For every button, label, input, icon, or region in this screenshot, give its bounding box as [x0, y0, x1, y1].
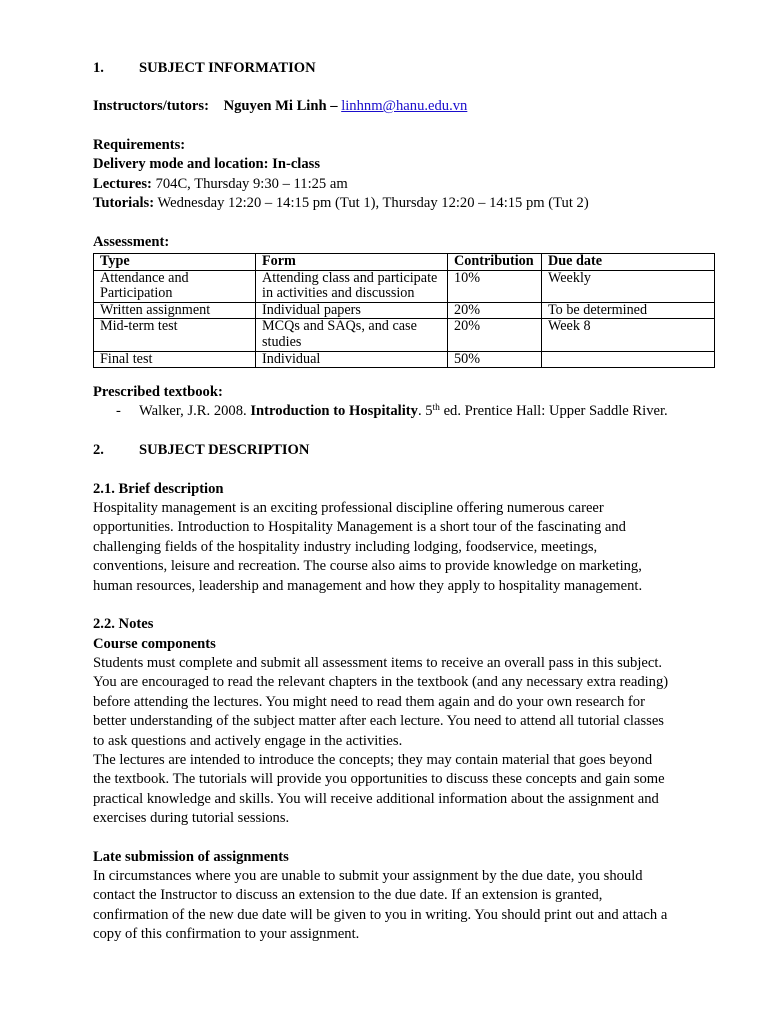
table-cell: Individual papers — [256, 302, 448, 319]
textbook-title: Introduction to Hospitality — [250, 403, 418, 419]
name-dash: – — [330, 98, 338, 114]
table-row — [94, 302, 715, 319]
table-header-cell: Type — [94, 254, 256, 271]
table-cell: Written assignment — [94, 302, 256, 319]
text-line: opportunities. Introduction to Hospitality Management is a short tour of the fascinating and — [93, 519, 626, 536]
table-header-row — [94, 254, 715, 271]
text-line: human resources, leadership and management and how they apply to hospitality management. — [93, 577, 643, 594]
textbook-label: Prescribed textbook: — [93, 384, 223, 400]
table-cell: Final test — [94, 351, 256, 368]
textbook-entry: - Walker, J.R. 2008. Introduction to Hospitality. 5th ed. Prentice Hall: Upper Saddle River. — [93, 402, 668, 421]
assessment-label: Assessment: — [93, 234, 170, 250]
delivery-mode: Delivery mode and location: In-class — [93, 156, 321, 172]
brief-heading: 2.1. Brief description — [93, 481, 224, 497]
tutorials-value: Wednesday 12:20 – 14:15 pm (Tut 1), Thursday 12:20 – 14:15 pm (Tut 2) — [157, 195, 589, 211]
table-cell: 50% — [448, 351, 542, 368]
text-line: exercises during tutorial sessions. — [93, 810, 290, 827]
section-2-heading — [93, 441, 309, 460]
text-line: You are encouraged to read the relevant chapters in the textbook (and any necessary extra reading) — [93, 674, 669, 691]
text-line: The lectures are intended to introduce the concepts; they may contain material that goes beyond — [93, 752, 653, 769]
tutorials-label: Tutorials: — [93, 195, 155, 211]
text-line: Hospitality management is an exciting professional discipline offering numerous career — [93, 500, 604, 516]
text-line: confirmation of the new due date will be given to you in writing. You should print out and attach a — [93, 906, 668, 923]
section-number: 2. — [93, 442, 104, 458]
section-title: SUBJECT INFORMATION — [139, 60, 316, 76]
text-line: conventions, leisure and recreation. The course also aims to provide knowledge on marketing, — [93, 558, 642, 575]
section-1-heading — [93, 59, 316, 78]
table-header-cell: Due date — [542, 254, 715, 271]
text-line: before attending the lectures. You might need to read them again and do your own research for — [93, 693, 645, 710]
tutorials-line — [93, 194, 589, 213]
lectures-line — [93, 175, 348, 194]
text-line: to ask questions and actively engage in the activities. — [93, 732, 403, 749]
lectures-label: Lectures: — [93, 176, 152, 192]
section-number: 1. — [93, 60, 104, 76]
text-line: In circumstances where you are unable to submit your assignment by the due date, you should — [93, 868, 643, 884]
text-line: the textbook. The tutorials will provide you opportunities to discuss these concepts and gain some — [93, 771, 665, 788]
text-line: contact the Instructor to discuss an extension to the due date. If an extension is granted, — [93, 887, 603, 904]
text-line: better understanding of the subject matter after each lecture. You need to attend all tutorial classes — [93, 713, 664, 730]
text-line: Students must complete and submit all assessment items to receive an overall pass in this subject. — [93, 655, 663, 671]
brief-paragraph — [93, 499, 715, 596]
notes-heading: 2.2. Notes — [93, 616, 154, 632]
section-title: SUBJECT DESCRIPTION — [139, 442, 310, 458]
late-submission-paragraph — [93, 867, 715, 945]
text-line: copy of this confirmation to your assignment. — [93, 926, 360, 943]
textbook-edition: 5 — [425, 403, 433, 419]
table-cell — [542, 351, 715, 368]
assessment-table — [93, 253, 715, 368]
instructor-email-link[interactable]: linhnm@hanu.edu.vn — [341, 98, 468, 114]
course-components-heading: Course components — [93, 636, 216, 652]
table-row — [94, 270, 715, 302]
table-cell: Weekly — [542, 270, 715, 302]
bullet: - — [116, 403, 121, 419]
lectures-value: 704C, Thursday 9:30 – 11:25 am — [155, 176, 348, 192]
edition-suffix: th — [432, 403, 440, 413]
textbook-author: Walker, J.R. 2008. — [139, 403, 247, 419]
table-row — [94, 351, 715, 368]
instructor-name: Nguyen Mi Linh — [223, 98, 327, 114]
requirements-label: Requirements: — [93, 137, 186, 153]
table-cell: MCQs and SAQs, and case studies — [256, 319, 448, 351]
text-line: challenging fields of the hospitality industry including lodging, foodservice, meetings, — [93, 538, 598, 555]
table-cell: Attendance and Participation — [94, 270, 256, 302]
table-cell: Attending class and participate in activities and discussion — [256, 270, 448, 302]
instructors-label: Instructors/tutors: — [93, 98, 209, 114]
table-cell: 20% — [448, 302, 542, 319]
late-submission-heading: Late submission of assignments — [93, 849, 289, 865]
table-cell: Individual — [256, 351, 448, 368]
table-header-cell: Form — [256, 254, 448, 271]
table-cell: 20% — [448, 319, 542, 351]
table-cell: To be determined — [542, 302, 715, 319]
table-row — [94, 319, 715, 351]
notes-paragraph — [93, 654, 715, 829]
text-line: practical knowledge and skills. You will receive additional information about the assignment and — [93, 790, 659, 807]
table-cell: Mid-term test — [94, 319, 256, 351]
textbook-publisher: ed. Prentice Hall: Upper Saddle River. — [443, 403, 668, 419]
table-cell: Week 8 — [542, 319, 715, 351]
instructors-line — [93, 97, 467, 116]
table-header-cell: Contribution — [448, 254, 542, 271]
table-cell: 10% — [448, 270, 542, 302]
